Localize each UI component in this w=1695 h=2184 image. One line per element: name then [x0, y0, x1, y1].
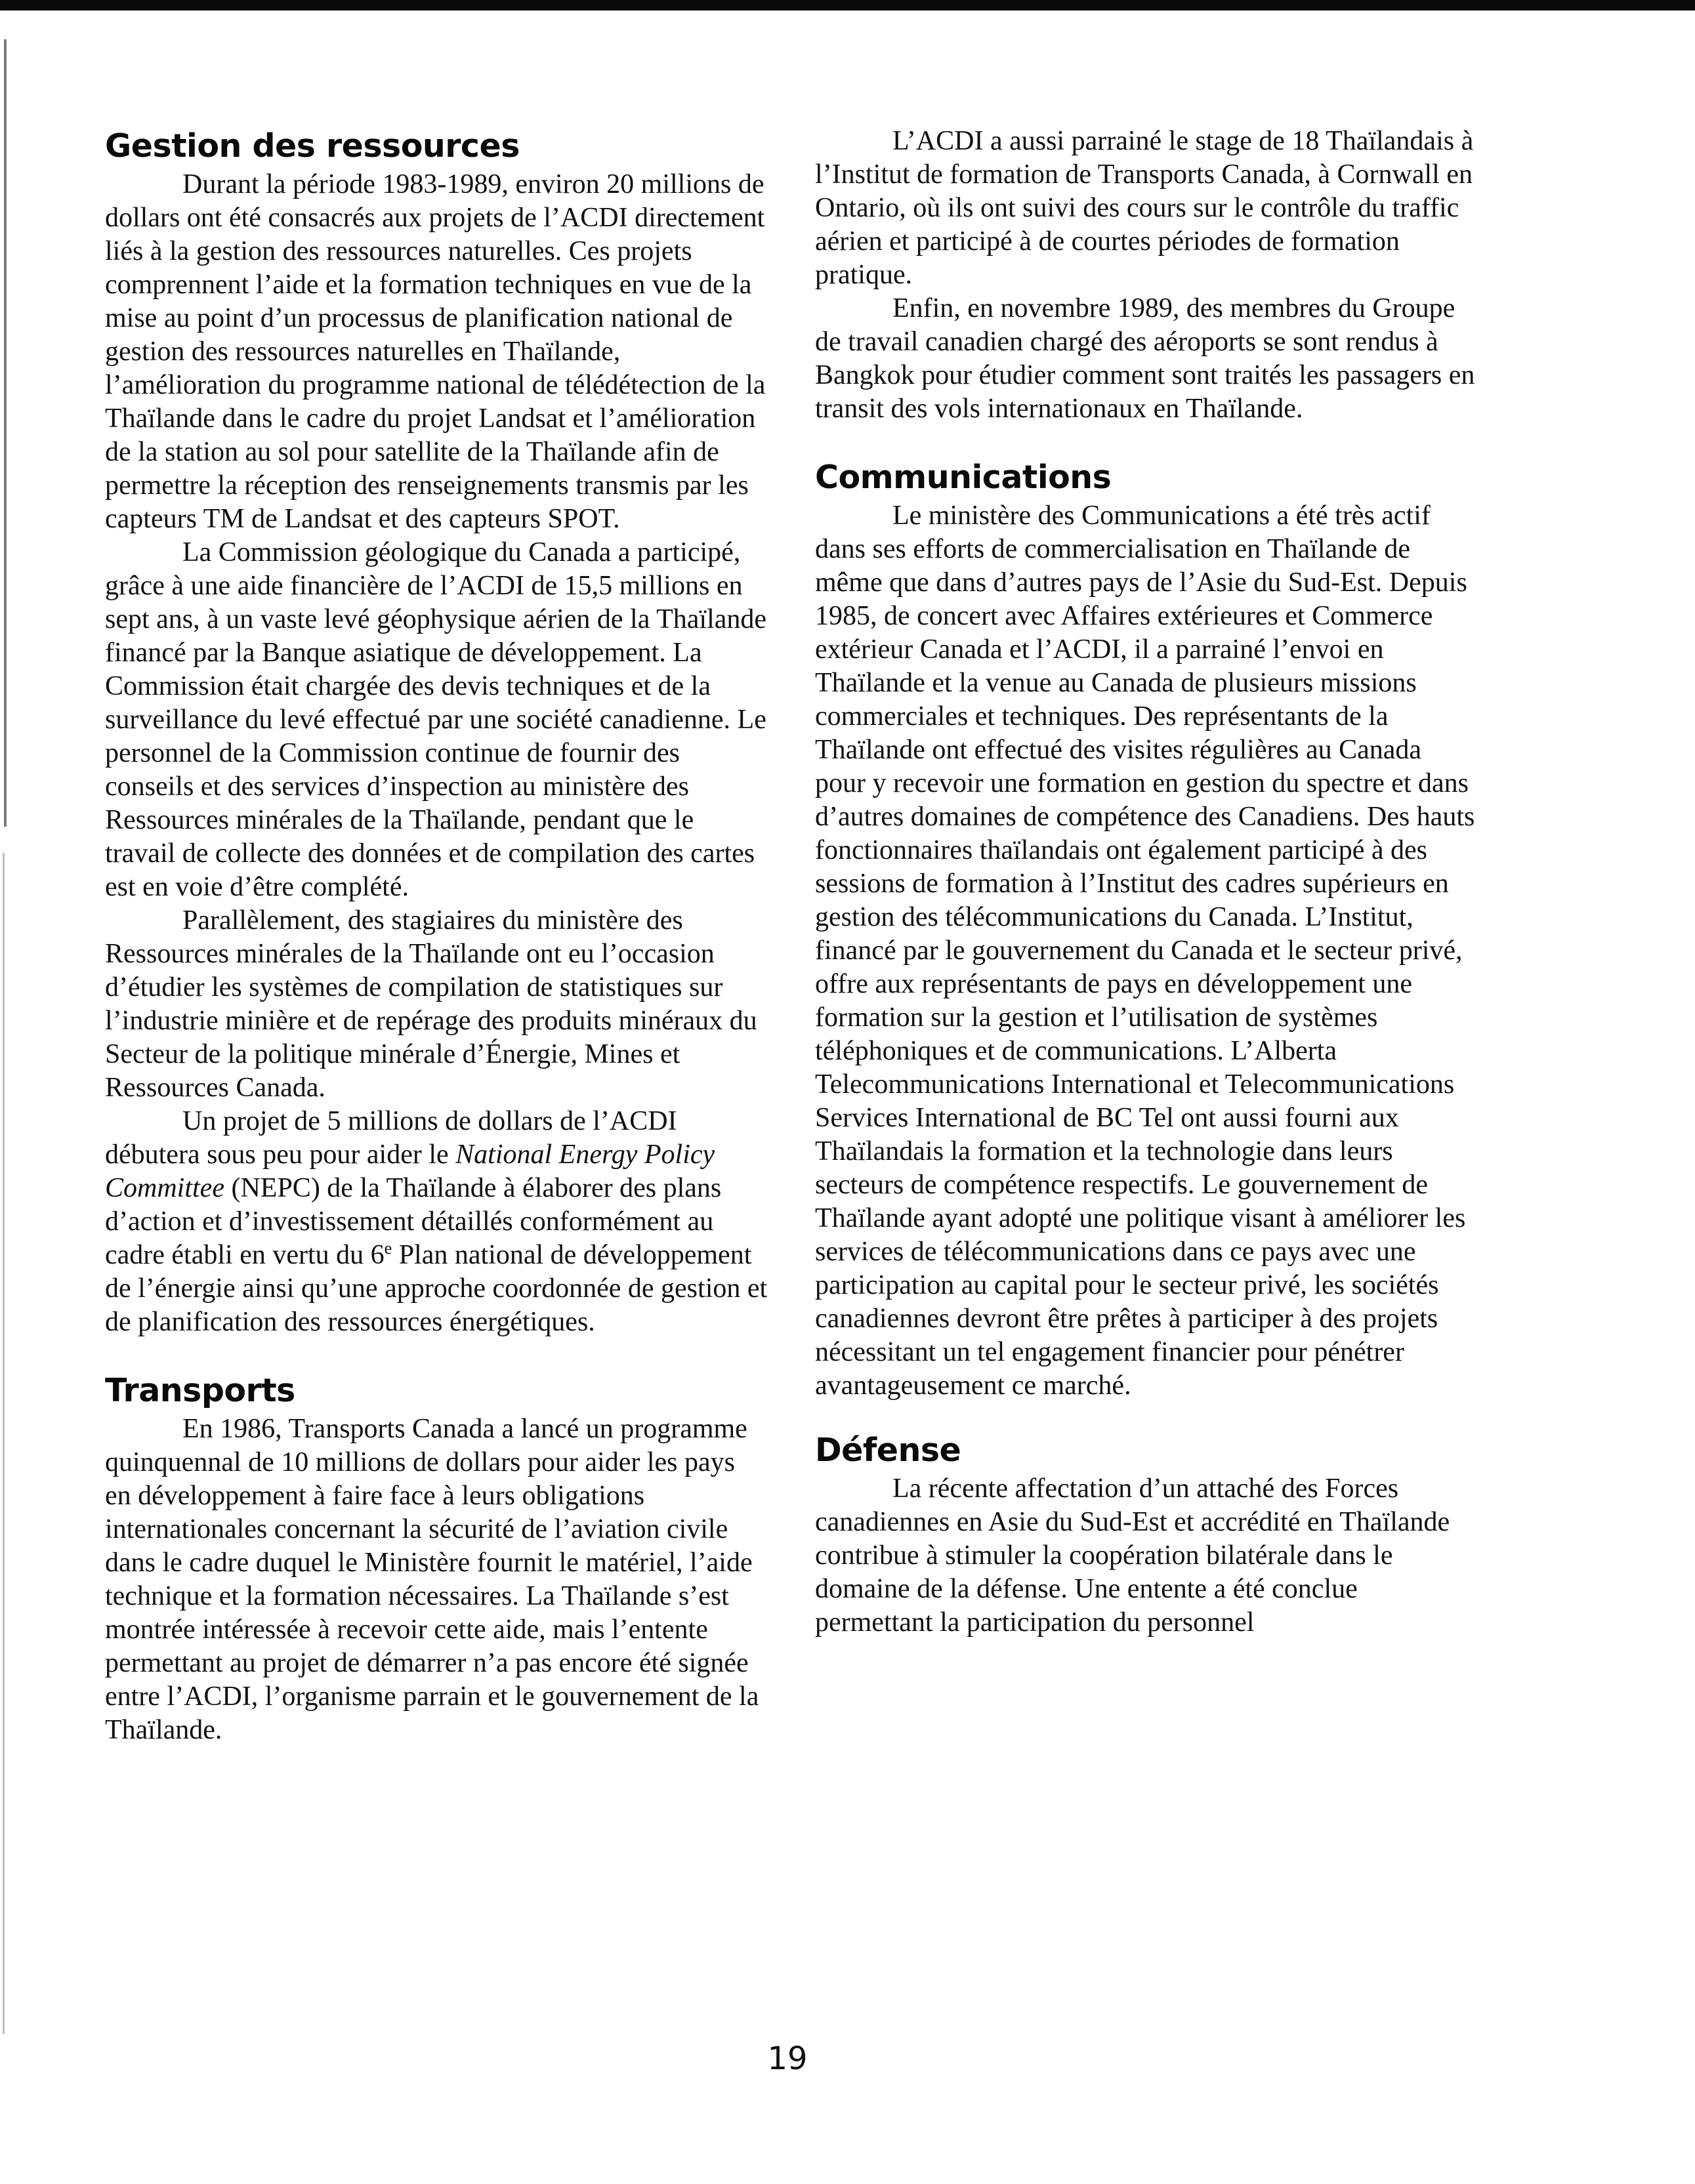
nepc-superscript: e [384, 1239, 392, 1258]
paragraph-gestion-nepc [105, 1105, 768, 1339]
nepc-text-before: Un projet de 5 millions de dollars de l’ACDI débutera sous peu pour aider le [105, 1106, 677, 1170]
paragraph-communications-1: Le ministère des Communications a été très actif dans ses efforts de commercialisation en Thaïlande de même que dans d’autres pays de l’Asie du Sud-Est. Depuis 1985, de concert avec Affaires extérieures et Commerce extérieur Canada et l’ACDI, il a parrainé l’envoi en Thaïlande et la venue au Canada de plusieurs missions commerciales et techniques. Des représentants de la Thaïlande ont effectué des visites régulières au Canada pour y recevoir une formation en gestion du spectre et dans d’autres domaines de compétence des Canadiens. Des hauts fonctionnaires thaïlandais ont également participé à des sessions de formation à l’Institut des cadres supérieurs en gestion des télécommunications du Canada. L’Institut, financé par le gouvernement du Canada et le secteur privé, offre aux représentants de pays en développement une formation sur la gestion et l’utilisation de systèmes téléphoniques et de communications. L’Alberta Telecommunications International et Telecommunications Services International de BC Tel ont aussi fourni aux Thaïlandais la formation et la technologie dans leurs secteurs de compétence respectifs. Le gouvernement de Thaïlande ayant adopté une politique visant à améliorer les services de télécommunications dans ce pays avec une participation au capital pour le secteur privé, les sociétés canadiennes devront être prêtes à participer à des projets nécessitant un tel engagement financier pour pénétrer avantageusement ce marché. [815, 501, 1475, 1401]
section-heading-gestion-ressources: Gestion des ressources [105, 127, 520, 165]
scan-left-edge-lower [3, 853, 5, 2034]
scan-top-border [0, 0, 1695, 10]
paragraph-transports-1: En 1986, Transports Canada a lancé un programme quinquennal de 10 millions de dollars pour aider les pays en développement à faire face à leurs obligations internationales concernant la sécurité de l’aviation civile dans le cadre duquel le Ministère fournit le matériel, l’aide technique et la formation nécessaires. La Thaïlande s’est montrée intéressée à recevoir cette aide, mais l’entente permettant au projet de démarrer n’a pas encore été signée entre l’ACDI, l’organisme parrain et le gouvernement de la Thaïlande. [105, 1414, 759, 1745]
left-column [105, 125, 768, 1747]
section-spacer [815, 1403, 1478, 1429]
right-column [815, 125, 1478, 1639]
paragraph-gestion-2: La Commission géologique du Canada a participé, grâce à une aide financière de l’ACDI de 15,5 millions en sept ans, à un vaste levé géophysique aérien de la Thaïlande financé par la Banque asiatique de développement. La Commission était chargée des devis techniques et de la surveillance du levé effectué par une société canadienne. Le personnel de la Commission continue de fournir des conseils et des services d’inspection au ministère des Ressources minérales de la Thaïlande, pendant que le travail de collecte des données et de compilation des cartes est en voie d’être complété. [105, 537, 767, 902]
paragraph-gestion-3: Parallèlement, des stagiaires du ministère des Ressources minérales de la Thaïlande ont eu l’occasion d’étudier les systèmes de compilation de statistiques sur l’industrie minière et de repérage des produits minéraux du Secteur de la politique minérale d’Énergie, Mines et Ressources Canada. [105, 905, 757, 1103]
paragraph-defense-1: La récente affectation d’un attaché des Forces canadiennes en Asie du Sud-Est et accrédité en Thaïlande contribue à stimuler la coopération bilatérale dans le domaine de la défense. Une entente a été conclue permettant la participation du personnel [815, 1473, 1450, 1638]
section-spacer [105, 1339, 768, 1369]
scan-left-edge [4, 39, 7, 827]
section-heading-communications: Communications [815, 459, 1112, 496]
paragraph-transports-3: Enfin, en novembre 1989, des membres du Groupe de travail canadien chargé des aéroports se sont rendus à Bangkok pour étudier comment sont traités les passagers en transit des vols internationaux en Thaïlande. [815, 293, 1475, 424]
paragraph-transports-2: L’ACDI a aussi parrainé le stage de 18 Thaïlandais à l’Institut de formation de Transports Canada, à Cornwall en Ontario, où ils ont suivi des cours sur le contrôle du traffic aérien et participé à de courtes périodes de formation pratique. [815, 126, 1474, 290]
nepc-text-after: Plan national de développement de l’énergie ainsi qu’une approche coordonnée de gestion et de planification des ressources énergétiques. [105, 1240, 768, 1337]
page-number: 19 [767, 2040, 808, 2077]
paragraph-gestion-1: Durant la période 1983-1989, environ 20 millions de dollars ont été consacrés aux projets de l’ACDI directement liés à la gestion des ressources naturelles. Ces projets comprennent l’aide et la formation techniques en vue de la mise au point d’un processus de planification national de gestion des ressources naturelles en Thaïlande, l’amélioration du programme national de télédétection de la Thaïlande dans le cadre du projet Landsat et l’amélioration de la station au sol pour satellite de la Thaïlande afin de permettre la réception des renseignements transmis par les capteurs TM de Landsat et des capteurs SPOT. [105, 169, 766, 534]
section-heading-transports: Transports [105, 1372, 295, 1409]
section-spacer [815, 426, 1478, 456]
section-heading-defense: Défense [815, 1432, 961, 1469]
nepc-italic-name: National Energy Policy Committee [105, 1140, 715, 1203]
nepc-text-middle: (NEPC) de la Thaïlande à élaborer des plans d’action et d’investissement détaillés conformément au cadre établi en vertu du 6 [105, 1173, 722, 1270]
